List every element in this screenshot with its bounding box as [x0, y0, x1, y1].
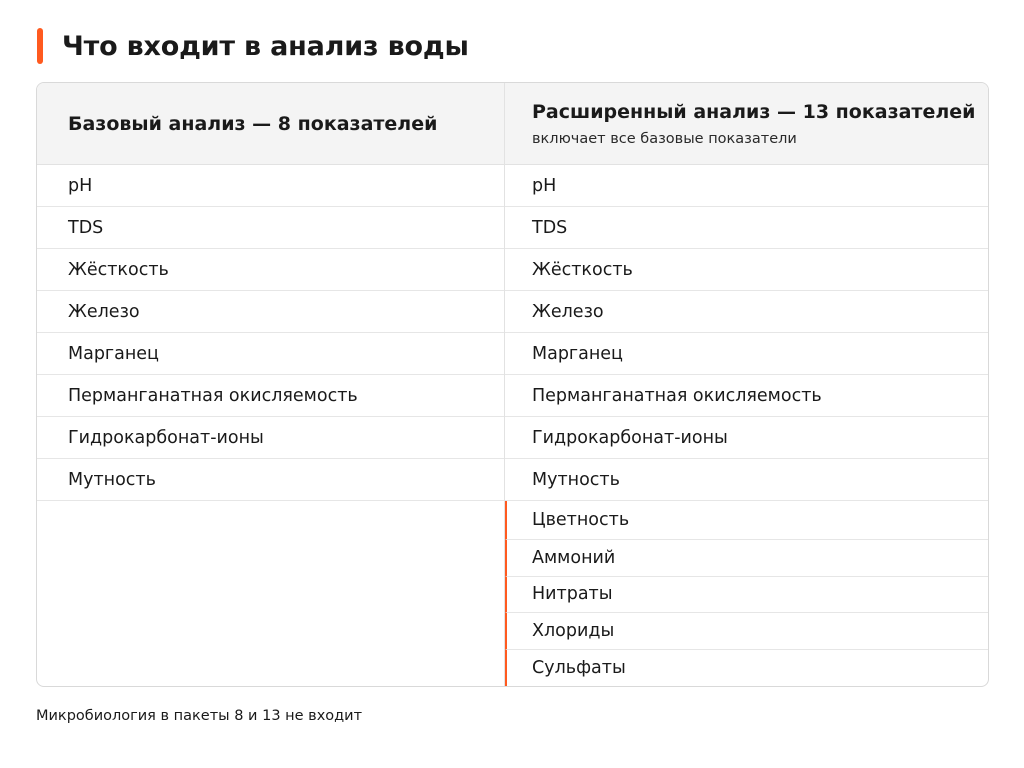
extended-item-bicarbonate: Гидрокарбонат-ионы [505, 417, 988, 459]
comparison-table [36, 82, 989, 687]
extended-extra-item-nitrates: Нитраты [505, 577, 988, 614]
title-accent-bar [37, 28, 43, 64]
extended-column-title: Расширенный анализ — 13 показателей [532, 100, 976, 123]
header [37, 26, 469, 66]
basic-item-tds: TDS [37, 207, 504, 249]
extended-item-permanganate: Перманганатная окисляемость [505, 375, 988, 417]
extended-column [505, 165, 988, 687]
extended-extra-item-ammonium: Аммоний [505, 540, 988, 577]
extended-item-hardness: Жёсткость [505, 249, 988, 291]
extended-column-header [505, 83, 988, 165]
extended-extra-item-sulfates: Сульфаты [505, 650, 988, 687]
extended-column-subtitle: включает все базовые показатели [532, 130, 797, 147]
basic-item-ph: pH [37, 165, 504, 207]
extended-item-ph: pH [505, 165, 988, 207]
basic-item-hardness: Жёсткость [37, 249, 504, 291]
basic-item-manganese: Марганец [37, 333, 504, 375]
extended-item-turbidity: Мутность [505, 459, 988, 501]
extended-extra-item-chlorides: Хлориды [505, 613, 988, 650]
footnote: Микробиология в пакеты 8 и 13 не входит [36, 708, 363, 724]
basic-item-iron: Железо [37, 291, 504, 333]
page-title: Что входит в анализ воды [62, 30, 469, 62]
basic-column-header [37, 83, 505, 165]
basic-item-turbidity: Мутность [37, 459, 504, 501]
extended-item-tds: TDS [505, 207, 988, 249]
extended-item-iron: Железо [505, 291, 988, 333]
basic-column [37, 165, 505, 687]
basic-item-bicarbonate: Гидрокарбонат-ионы [37, 417, 504, 459]
extended-item-manganese: Марганец [505, 333, 988, 375]
basic-item-permanganate: Перманганатная окисляемость [37, 375, 504, 417]
basic-column-title: Базовый анализ — 8 показателей [68, 112, 438, 135]
basic-column-empty-space [37, 501, 504, 687]
extended-extra-item-color: Цветность [505, 501, 988, 540]
